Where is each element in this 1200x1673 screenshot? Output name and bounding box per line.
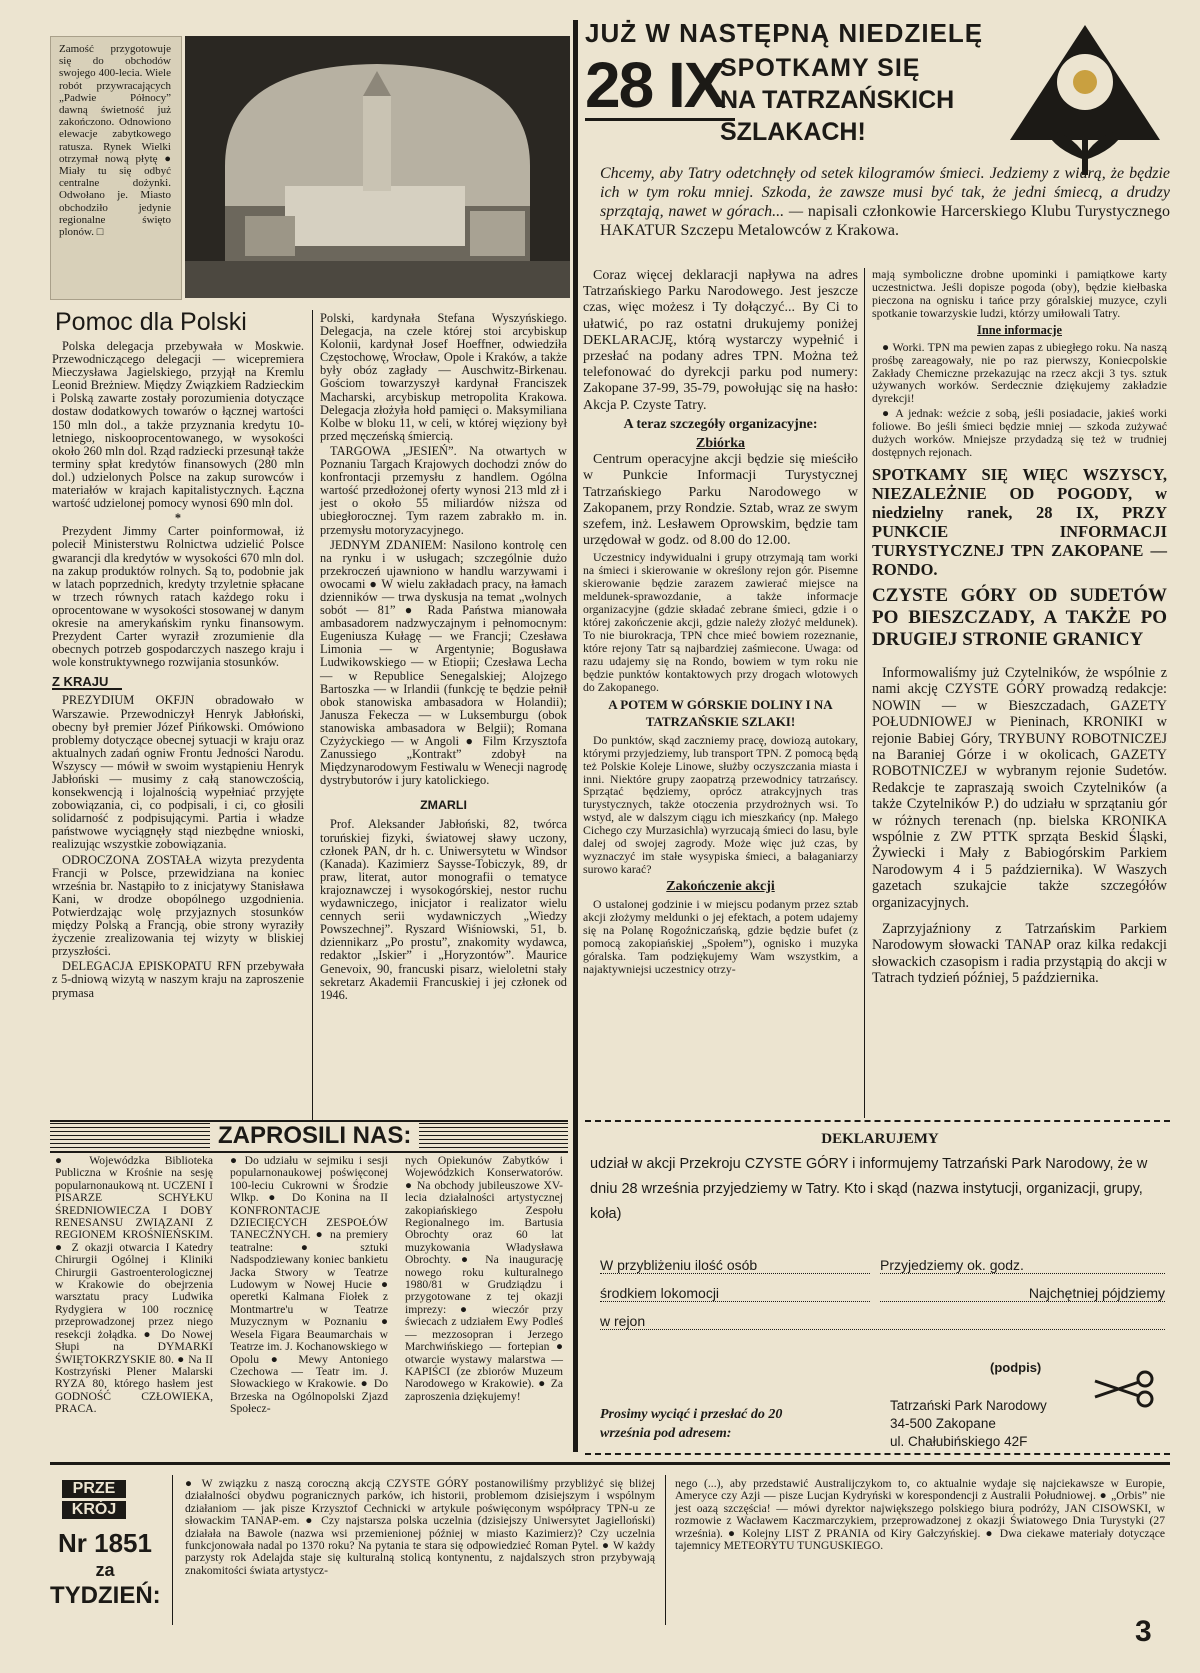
przekroj-logo [62,1480,126,1519]
srodek-label: środkiem lokomocji [600,1285,720,1301]
osob-label: W przybliżeniu ilość osób [600,1257,758,1273]
header-line-1: JUŻ W NASTĘPNĄ NIEDZIELĘ [585,18,984,48]
intro-attribution: napisali członkowie Harcerskiego Klubu Turystycznego HAKATUR Szczepu Metalowców z Krakowa. [600,203,1171,239]
issue-tydzien: TYDZIEŃ: [50,1582,161,1609]
main-column-rule [573,20,578,1452]
zaprosili-column-2: ● Do udziału w sejmiku i sesji popularnonaukowej poświęconej 100-leciu Cukrowni w Środzie Wlkp. ● Do Konina na II KONFRONTACJE DZIECIĘCYCH ZESPOŁÓW TANECZNYCH. ● na premiery teatralne: ● sztuki Nadspodziewany koniec bankietu Jacka Stwory w Teatrze Ludowym w Nowej Hucie ● operetki Kalmana Fiołek z Montmartre'u w Teatrze Muzycznym w Poznaniu ● Wesela Figara Beaumarchais w Teatrze im. J. Kochanowskiego w Opolu ● Mewy Antoniego Czechowa — Teatr im. J. Słowackiego w Krakowie. ● Do Brzeska na Ogólnopolski Zjazd Społecz- [230,1154,388,1416]
pomoc-paragraph-2: Prezydent Jimmy Carter poinformował, iż polecił Ministerstwu Rolnictwa udzielić Polsce gwarancji dla kredytów w wysokości 670 mln dol. na zakup produktów rolnych. Są to, podobnie jak w latach poprzednich, kredyty trzyletnie spłacane w trzech równych ratach każdego roku i oprocentowane w wysokości stosowanej w danym okresie na amerykańskim rynku finansowym. Prezydent Carter wyraził zrozumienie dla obecnych potrzeb gospodarczych naszego kraju i wole konstruktywnego rozwijania stosunków. [52,524,304,670]
header-line-2: SPOTKAMY SIĘ [720,54,921,82]
zakonczenie-heading: Zakończenie akcji [666,878,775,894]
potem-text: Do punktów, skąd zaczniemy pracę, dowiozą autokary, którymi przyjedziemy, lub transport TPN. Z pomocą będą też Polskie Koleje Linowe, służby oczyszczania miasta i inni. Niektóre grupy zaopatrzą przewodnicy tatrzańscy. Sprzątać będziemy, oprócz atrakcyjnych tras turystycznych, także otoczenia przydrożnych wsi. To wstyd, ale w dalszym ciągu ich mieszkańcy (np. Małego Cichego czy Murzasichla) wyrzucają śmieci do lasu, byle dalej od swojej zagrody. Może więc już czas, by wyznaczyć im stałe wysypiska śmieci, a bałaganiarzy surowo karać? [583,732,858,876]
page-number: 3 [1135,1615,1152,1648]
zamosc-photo [185,36,570,298]
address-line-2: 34-500 Zakopane [890,1416,996,1431]
odroczona-item: ODROCZONA ZOSTAŁA wizyta prezydenta Francji w Polsce, przewidziana na koniec września br. Nastąpiło to z inicjatywy Stanisława Kani, w drodze obopólnego uzgodnienia. Potwierdzając wolę przyjaznych stosunków między Polską a Francją, obie strony wyraziły życzenie zrealizowania tej wizyty w bliskiej przyszłości. [52,852,304,959]
pomoc-column-2 [320,312,567,1004]
pojdziemy-label: Najchętniej pójdziemy [1028,1285,1165,1301]
zaprosili-band [50,1120,568,1153]
pomoc-title: Pomoc dla Polski [55,308,247,336]
zmarli-text: Prof. Aleksander Jabłoński, 82, twórca toruńskiej fizyki, światowej sławy uczony, członek PAN, dr h. c. Uniwersytetu w Windsor (Kanada). Kazimierz Saysse-Tobiczyk, 89, dr praw, literat, autor monografii o tematyce krajoznawczej i wysokogórskiej, nestor ruchu wydawniczego, inicjator i realizator wielu cennych serii wydawniczych „Wiedzy Powszechnej”. Ryszard Wiśniowski, 51, b. dziennikarz „Po prostu”, znakomity wydawca, redaktor „Iskier” i „Horyzontów”. Maurice Genevoix, 90, francuski pisarz, wieloletni stały sekretarz Akademii Francuskiej i jej członek od 1946. [320,817,567,1002]
address-line-1: Tatrzański Park Narodowy [890,1398,1047,1413]
czyste-intro: Coraz więcej deklaracji napływa na adres Tatrzańskiego Parku Narodowego. Jest jeszcze czas, więc możesz i Ty dołączyć... By Ci to ułatwić, po raz ostatni drukujemy poniżej DEKLARACJĘ, którą wystarczy wypełnić i przesłać na podany adres TPN. Można też telefonować do dyrekcji parku pod numery: Zakopane 37-99, 35-79, powołując się na hasło: Akcja P. Czyste Tatry. [583,268,858,413]
declaration-cut-line-top [585,1120,1170,1122]
header-line-3: NA TATRZAŃSKICH [720,86,955,114]
tanap-text: Zaprzyjaźniony z Tatrzańskim Parkiem Narodowym słowacki TANAP oraz kilka redakcji słowackich czasopism i radia przystąpią do akcji w Tatrach tydzień później, 5 października. [872,920,1167,987]
zbiorka-text: Centrum operacyjne akcji będzie się mieściło w Punkcie Informacji Turystycznej Tatrzańskiego Parku Narodowego w Zakopanem, przy Rondzie. Sztab, wraz ze swym szefem, inż. Lesławem Oprowskim, będzie tam urzędował w godz. od 8.00 do 12.00. [583,452,858,549]
osob-field[interactable] [600,1257,870,1274]
star-separator: * [174,511,182,526]
czyste-divider [864,268,865,1118]
spotkamy-bold: SPOTKAMY SIĘ WIĘC WSZYSCY, NIEZALEŻNIE OD POGODY, w niedzielny ranek, 28 IX, PRZY PUNKCIE INFORMACJI TURYSTYCZNEJ TPN ZAKOPANE — RONDO. [872,464,1167,579]
intro-quote: Chcemy, aby Tatry odetchnęły od setek kilogramów śmieci. Jedziemy z wiarą, że będzie ich w tym roku mniej. Szkoda, że zawsze musi być tak, że jedni śmiecą, a drudzy sprzątają, nawet w górach... — [600,165,1170,220]
deklarujemy-title: DEKLARUJEMY [821,1131,939,1147]
zmarli-heading: ZMARLI [420,798,467,813]
od-sudetow-bold: CZYSTE GÓRY OD SUDETÓW PO BIESZCZADY, A TAKŻE PO DRUGIEJ STRONIE GRANICY [872,584,1167,650]
delegacja-continued: Polski, kardynała Stefana Wyszyńskiego. Delegacja, na czele której stoi arcybiskup Kolonii, kardynał Josef Hoeffner, odwiedziła Częstochowę, Wrocław, Opole i Kraków, a także były obóz zagłady — Auschwitz-Birkenau. Gościom towarzyszył kardynał Franciszek Macharski, arcybiskup metropolita Krakowa. Delegacja złożyła hołd pamięci o. Maksymiliana Kolbe w bloku 11, w celi, w której więziony był przed męczeńską śmiercią. [320,311,567,443]
delegacja-item: DELEGACJA EPISKOPATU RFN przebywała z 5-dniową wizytą w naszym kraju na zaproszenie prymasa [52,959,304,1000]
issue-number: Nr 1851 [58,1528,152,1558]
header-date: 28 IX [585,52,735,121]
rejon-label: w rejon [600,1313,646,1329]
informowalismy-text: Informowaliśmy już Czytelników, że wspólnie z nami akcję CZYSTE GÓRY prowadzą redakcje: NOWIN — w Bieszczadach, GAZETY POŁUDNIOWEJ w Pieninach, KRONIKI w rejonie Babiej Góry, TRYBUNY ROBOTNICZEJ na Baraniej Górze i w okolicach, GAZETY ROBOTNICZEJ w wybranym rejonie Sudetów. Redakcje te zapraszają swoich Czytelników (a także Czytelników P.) do udziału w sprzątaniu gór w różnych terenach (np. bielska KRONIKA wspólnie z ZW PTTK sprząta Beskid Śląski, Żywiecki i Mały z Babiogórskim Parkiem Narodowym 4 i 5 października). W Waszych gazetach szukajcie także szczegółów organizacyjnych. [872,664,1167,911]
deklarujemy-text: udział w akcji Przekroju CZYSTE GÓRY i informujemy Tatrzański Park Narodowy, że w dniu 28 września przyjedziemy w Tatry. Kto i skąd (nazwa instytucji, organizacji, grupy, koła) [590,1156,1148,1222]
footer-top-rule [50,1462,1170,1465]
czyste-col2-intro: mają symboliczne drobne upominki i pamiątkowe karty uczestnictwa. Jeśli dopisze pogoda (oby), będzie kiełbaska pieczona na ognisku i tańce przy góralskiej muzyce, czyli spotkanie towarzyskie ludzi, którzy umiłowali Tatry. [872,267,1167,320]
czyste-column-2 [872,268,1167,989]
address-line-3: ul. Chałubińskiego 42F [890,1434,1028,1449]
zakonczenie-text: O ustalonej godzinie i w miejscu podanym przez sztab akcji złożymy meldunki o jej efektach, a potem udajemy się na Polanę Rogoźniczańską, gdzie będzie bufet (z pomocą zakopiańskiej „Społem”), ognisko i muzyka góralska. Tam podziękujemy Wam wszystkim, a najaktywniejsi uczestnicy otrzy- [583,897,858,976]
czyste-column-1 [583,268,858,977]
inne-jednak: ● A jednak: weźcie z sobą, jeśli posiadacie, jakieś worki foliowe. Bo jeśli śmieci będzie mniej — szkoda zużywać dużych worków. Mniejsze przydadzą się też w trudniej dostępnych rejonach. [872,406,1167,459]
tpn-address [890,1397,1047,1451]
inne-worki: ● Worki. TPN ma pewien zapas z ubiegłego roku. Na naszą prośbę zareagowały, nie po raz pierwszy, Koniecpolskie Zakłady Chemiczne przekazując na rzecz akcji 3 tys. sztuk używanych worków. Serdecznie dziękujemy zakładzie dyrekcji! [872,339,1167,406]
pomoc-column-1 [52,340,304,1002]
footer-column-1: ● W związku z naszą coroczną akcją CZYSTE GÓRY postanowiliśmy przybliżyć się bliżej działalności obydwu pogranicznych parków, ich historii, problemom dzisiejszym i wspólnym działaniom — jak pisze Krzysztof Cechnicki w artykule poświęconym współpracy TPN-u ze słowackim TANAP-em. ● Czy najstarsza polska uczelnia (dzisiejszy Uniwersytet Jagielloński) działała na Bawole (nazwa wsi przemienionej później w miasto Kazimierz)? Czy uczelnia funkcjonowała nadal po 1370 roku? Na pytania te stara się odpowiedzieć Roman Pytel. ● W każdy parzysty rok Adelajda staje się kulturalną stolicą kontynentu, z najdalszych stron przybywają znakomitości świata artystycz- [185,1477,655,1577]
potem-heading: A POTEM W GÓRSKIE DOLINY I NA TATRZAŃSKIE SZLAKI! [608,697,833,729]
rejon-field[interactable] [600,1313,1165,1330]
column-divider [312,310,313,1130]
inne-heading: Inne informacje [977,322,1062,337]
logo-line-2: KRÓJ [62,1501,126,1519]
prosimy-text: Prosimy wyciąć i przesłać do 20 września pod adresem: [600,1407,783,1441]
uczestnicy-text: Uczestnicy indywidualni i grupy otrzymają tam worki na śmieci i skierowanie w określony rejon gór. Pisemne skierowanie będzie zarazem zawierać miejsce na meldunek-sprawozdanie, a także informacje organizacyjne (gdzie składać zebrane śmieci, gdzie i o której zakończenie akcji, gdzie należy złożyć meldunek). To nie biurokracja, TPN chce mieć bowiem rozeznanie, które rejony Tatr są najbardziej zaśmiecone. Uwaga: od razu udajemy się na Rondo, bowiem w tym roku nie będzie punktów kontaktowych przy drogach wlotowych do Zakopanego. [583,550,858,694]
logo-line-1: PRZE [62,1480,126,1498]
header-line-4: SZLAKACH! [720,118,866,146]
zbiorka-heading: Zbiórka [695,436,745,452]
zaprosili-column-1: ● Wojewódzka Biblioteka Publiczna w Krośnie na sesję popularnonaukową nt. UCZENI I PISARZE SCHYŁKU ŚREDNIOWIECZA I DOBY RENESANSU ZWIĄZANI Z REGIONEM KROŚNIEŃSKIM. ● Z okazji otwarcia I Katedry Chirurgii Ogólnej i Kliniki Chirurgii Gastroenterologicznej w Krakowie do obejrzenia warsztatu pracy Ludwika Rydygiera w 100 rocznicę przeprowadzonej przez niego resekcji żołądka. ● Do Nowej Słupi na DYMARKI ŚWIĘTOKRZYSKIE 80. ● Na II Kostrzyński Plener Malarski RYZA 80, którego hasłem jest GODNOŚĆ CZŁOWIEKA, PRACA. [55,1154,213,1416]
photo-caption-text: Zamość przygotowuje się do obchodów swojego 400-lecia. Wiele robót przywracających „Padwie Północy” dawną świetność już zakończono. Odnowiono elewacje zabytkowego ratusza. Rynek Wielki otrzymał nową płytę ● Miały tu się odbyć centralne dożynki. Odwołano je. Miasto obchodziło jedynie regionalne święto plonów. □ [59,43,171,239]
godz-field[interactable] [880,1257,1165,1274]
photo-caption [50,36,182,300]
pomoc-paragraph-1: Polska delegacja przebywała w Moskwie. Przewodniczącego delegacji — wicepremiera Mieczysława Jagielskiego, przyjął na Kremlu Leonid Breżniew. Między Związkiem Radzieckim i Polską zawarte zostały porozumienia dotyczące dostaw dodatkowych towarów o łącznej wartości 150 mln dol., a także przyznania kredytu 10-letniego, niskooprocentowanego, w wysokości około 260 mln dol. Rząd radziecki przesunął także terminy spłat kredytów finansowych (280 mln dol.) udzielonych Polsce na zakup surowców i materiałów w krajach kapitalistycznych. Łączna wartość udzielonej pomocy wynosi 690 mln dol. [52,339,304,511]
czyste-gory-logo [1005,20,1165,180]
intro [600,164,1170,240]
pojdziemy-field[interactable] [880,1285,1165,1302]
town-hall-image [185,36,570,298]
declaration-cut-line-bottom [585,1453,1170,1455]
jednym-zdaniem-item: JEDNYM ZDANIEM: Nasilono kontrolę cen na rynku i w usługach; szczególnie dużo przekroczeń ujawniono w handlu warzywami i owocami ● W wielu zakładach pracy, na łamach dzienników — trwa dyskusja na temat „wolnych sobót — 81” ● Rada Państwa mianowała ambasadorem nadzwyczajnym i pełnomocnym: Eugeniusza Kułagę — we Francji; Czesława Limonia — w Argentynie; Bogusława Ludwikowskiego — w Etiopii; Czesława Lecha — w Republice Senegalskiej; Alojzego Bartoszka — w Irlandii (funkcję te będzie pełnił obok stanowiska ambasadora w Holandii); Janusza Fekecza — w Luksemburgu (obok stanowiska ambasadora w Belgii); Romana Czyżyckiego — w Angoli ● Film Krzysztofa Zanussiego „Kontrakt” zdobył na Międzynarodowym Festiwalu w Wenecji nagrodę dystrybutorów i jury katolickiego. [320,537,567,788]
podpis-label: (podpis) [990,1360,1042,1375]
footer-column-2: nego (...), aby przedstawić Australijczykom to, co aktualnie wydaje się najciekawsze w Europie, Ameryce czy Azji — pisze Lucjan Kydryński w korespondencji z Australii Południowej. ● „Orbis” nie jest oazą szczęścia! — mówi dyrektor największego polskiego biura podróży, JAN CISOWSKI, w rozmowie z Wacławem Kaczmarczykiem, przeprowadzonej z okazji Światowego Dnia Turystyki (27 września). ● Kolejny LIST Z PRANIA od Kiry Gałczyńskiej. ● Dwa ciekawe materiały dotyczące tajemnicy METEORYTU TUNGUSKIEGO. [675,1477,1165,1553]
footer-divider-1 [172,1475,173,1625]
srodek-field[interactable] [600,1285,870,1302]
footer-divider-2 [665,1475,666,1625]
zaprosili-column-3: nych Opiekunów Zabytków i Wojewódzkich Konserwatorów. ● Na obchody jubileuszowe XV-lecia działalności artystycznej zakopiańskiego Zespołu Regionalnego im. Bartusia Obrochty oraz 60 lat muzykowania Władysława Obrochty. ● Na inaugurację nowego roku kulturalnego 1980/81 w Grudziądzu i przygotowane z tej okazji imprezy: ● wieczór przy świecach z udziałem Ewy Podleś — mezzosopran i Jerzego Marchwińskiego — fortepian ● otwarcie wystawy malarstwa — KAPIŚCI (ze zbiorów Muzeum Narodowego w Krakowie). ● Za zaproszenia dziękujemy! [405,1154,563,1403]
szczegoly-heading: A teraz szczegóły organizacyjne: [623,416,818,432]
z-kraju-heading: Z KRAJU [52,675,122,690]
targowa-item: TARGOWA „JESIEŃ”. Na otwartych w Poznaniu Targach Krajowych dochodzi znów do konfrontacji przemysłu z handlem. Ogólna wartość przedłożonej oferty wynosi 213 mld zł i jest o około 55 miliardów niższa od ubiegłorocznej. Tym razem zabrakło m. in. przemysłu motoryzacyjnego. [320,443,567,537]
zaprosili-title: ZAPROSILI NAS: [210,1122,419,1150]
scissors-icon [1090,1369,1160,1409]
declaration-form [590,1125,1170,1449]
godz-label: Przyjedziemy ok. godz. [880,1257,1024,1273]
prezydium-item: PREZYDIUM OKFJN obradowało w Warszawie. Przewodniczył Henryk Jabłoński, obecny był premier Józef Pińkowski. Omówiono problemy dotyczące obecnej sytuacji w kraju oraz aktualnych zadań ogniw Frontu Jedności Narodu. Wszyscy — mówił w swoim wystąpieniu Henryk Jabłoński — musimy z całą stanowczością, konsekwencją i lojalnością wypełniać przyjęte zobowiązania, ci, co podpisali, i ci, co głosili solidarność z podpisującymi. Partia i władze państwowe wyciągnęły stąd niezbędne wnioski, realizując wszystkie zobowiązania. [52,693,304,852]
issue-za: za [95,1560,115,1580]
